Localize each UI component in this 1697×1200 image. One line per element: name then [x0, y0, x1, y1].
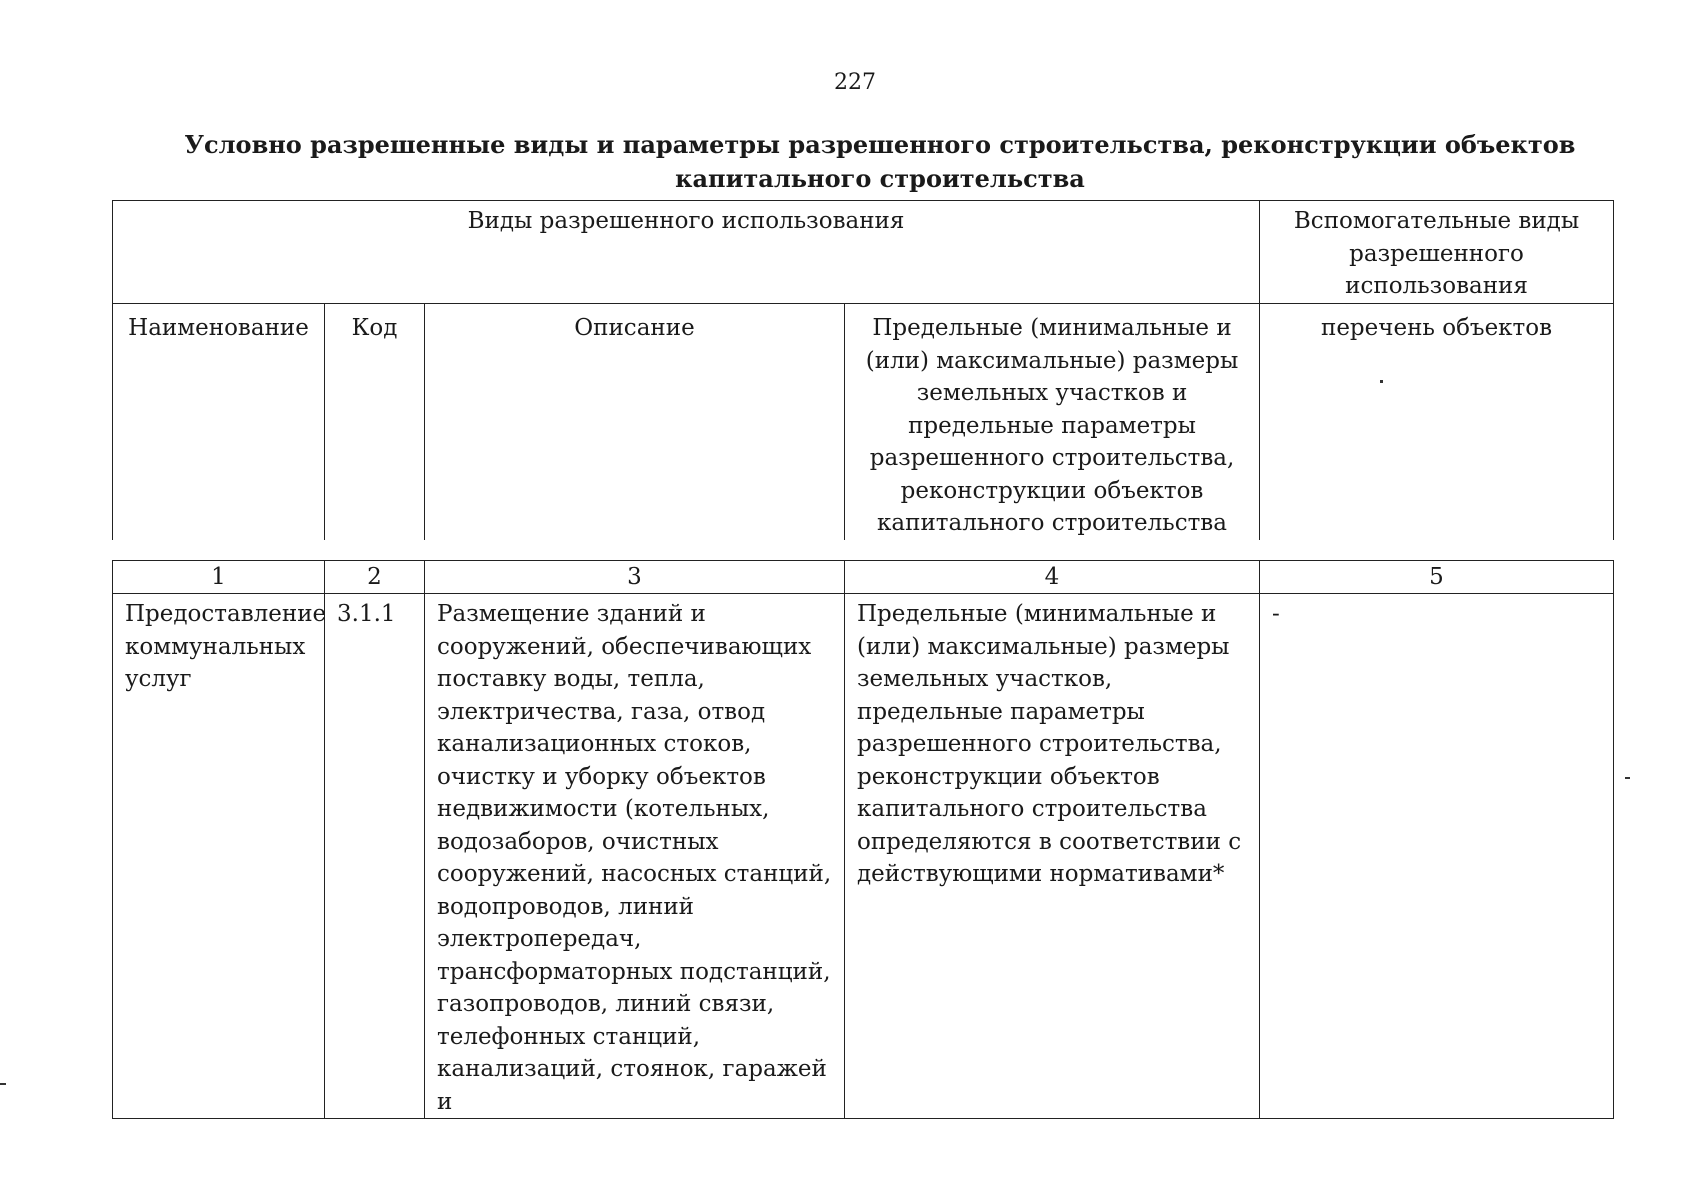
column-number-row: [113, 561, 1614, 594]
column-number-2: 2: [325, 561, 425, 594]
column-number-3: 3: [425, 561, 845, 594]
row-aux: -: [1260, 594, 1614, 1119]
row-name: Предоставление коммунальных услуг: [113, 594, 325, 1119]
header-col-aux-list: перечень объектов: [1260, 304, 1614, 540]
scan-mark-dot: [1380, 380, 1383, 383]
header-col-description: Описание: [425, 304, 845, 540]
document-title: [180, 128, 1580, 196]
row-description: Размещение зданий и сооружений, обеспечивающих поставку воды, тепла, электричества, газа, отвод канализационных стоков, очистку и уборку объектов недвижимости (котельных, водозаборов, очистных сооружений, насосных станций, водопроводов, линий электропередач, трансформаторных подстанций, газопроводов, линий связи, телефонных станций, канализаций, стоянок, гаражей и: [425, 594, 845, 1119]
header-col-code: Код: [325, 304, 425, 540]
header-aux-group: Вспомогательные виды разрешенного использования: [1260, 201, 1614, 304]
row-params: Предельные (минимальные и (или) максимальные) размеры земельных участков, предельные параметры разрешенного строительства, реконструкции объектов капитального строительства определяются в соответствии с действующими нормативами*: [845, 594, 1260, 1119]
scan-mark-left: [0, 1083, 6, 1085]
header-col-params: Предельные (минимальные и (или) максимальные) размеры земельных участков и предельные параметры разрешенного строительства, реконструкции объектов капитального строительства: [845, 304, 1260, 540]
column-number-1: 1: [113, 561, 325, 594]
title-line-2: капитального строительства: [675, 164, 1085, 193]
header-col-name: Наименование: [113, 304, 325, 540]
column-number-5: 5: [1260, 561, 1614, 594]
title-line-1: Условно разрешенные виды и параметры разрешенного строительства, реконструкции объектов: [184, 130, 1576, 159]
row-code: 3.1.1: [325, 594, 425, 1119]
page-number: 227: [834, 70, 876, 95]
scan-mark-right: [1625, 777, 1630, 779]
header-main-group: Виды разрешенного использования: [113, 201, 1260, 304]
table-row: [113, 594, 1614, 1119]
column-number-4: 4: [845, 561, 1260, 594]
header-table: [112, 200, 1614, 540]
data-table: [112, 560, 1614, 1119]
